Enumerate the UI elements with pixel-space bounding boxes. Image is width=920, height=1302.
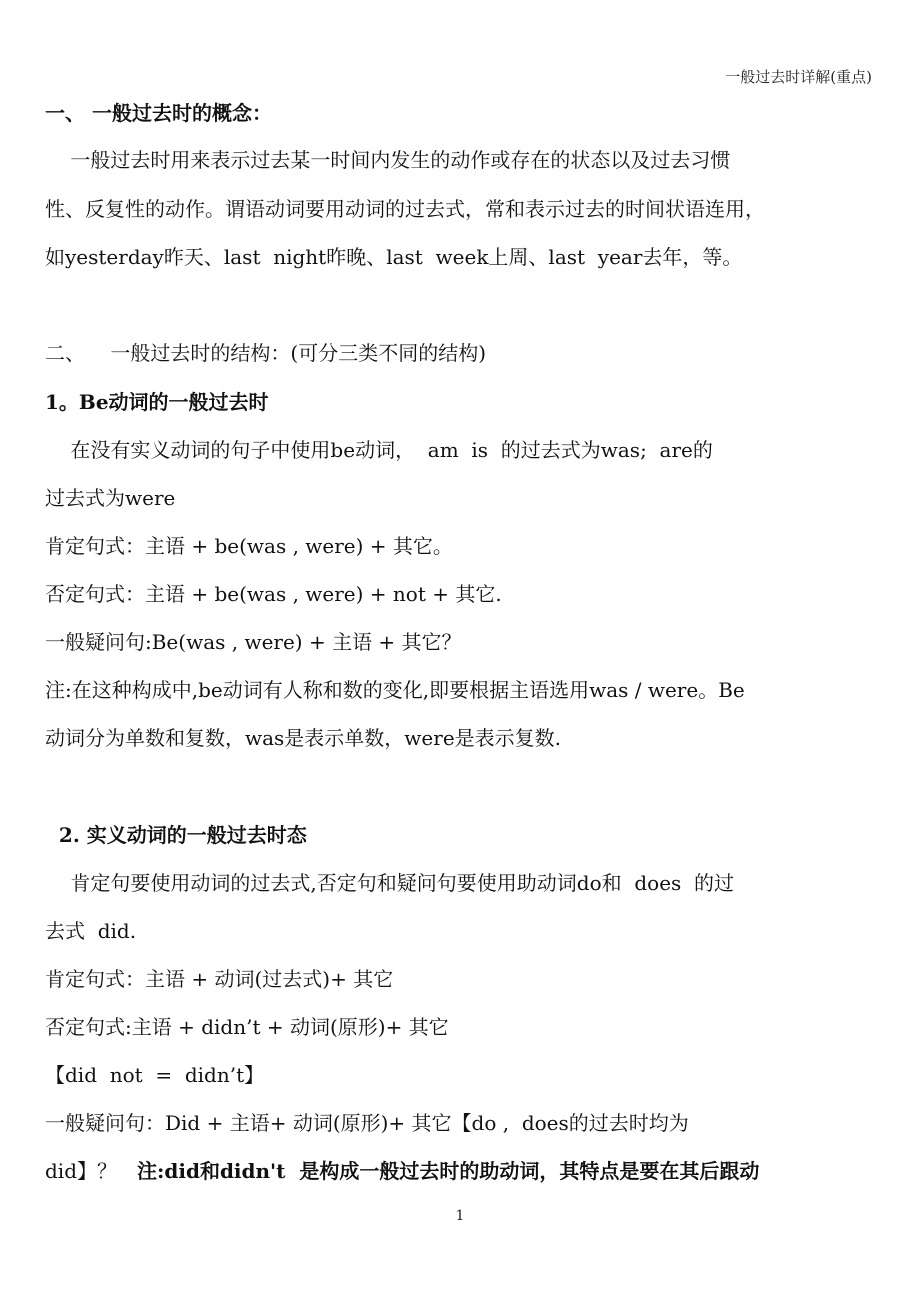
paragraph-line: 性、反复性的动作。谓语动词要用动词的过去式，常和表示过去的时间状语连用， [45, 197, 765, 221]
paragraph-line: 肯定句要使用动词的过去式,否定句和疑问句要使用助动词do和 does 的过 [45, 871, 735, 895]
paragraph-line: 如yesterday昨天、last night昨晚、last week上周、last year去年，等。 [45, 245, 743, 269]
page-number: 1 [455, 1208, 465, 1224]
negative-pattern: 否定句式：主语 + be(was , were) + not + 其它. [45, 582, 502, 606]
paragraph-line: 去式 did. [45, 919, 137, 943]
note-line: 注:在这种构成中,be动词有人称和数的变化,即要根据主语选用was / were。Be [45, 678, 745, 702]
heading-concept: 一、 一般过去时的概念： [45, 101, 272, 125]
question-pattern: 一般疑问句：Did + 主语+ 动词(原形)+ 其它【do , does的过去时均为 [45, 1111, 689, 1135]
question-pattern: 一般疑问句:Be(was , were) + 主语 + 其它？ [45, 630, 462, 654]
subheading-be-verb: 1。Be动词的一般过去时 [45, 390, 269, 414]
subheading-action-verb: 2. 实义动词的一般过去时态 [45, 823, 307, 847]
paragraph-line: did】？ [45, 1159, 118, 1183]
negative-pattern: 否定句式:主语 + didn’t + 动词(原形)+ 其它 [45, 1015, 449, 1039]
running-header: 一般过去时详解(重点) [725, 68, 872, 86]
contraction-note: 【did not = didn’t】 [45, 1063, 265, 1087]
paragraph-line: 一般过去时用来表示过去某一时间内发生的动作或存在的状态以及过去习惯 [45, 148, 731, 172]
heading-structure: 二、 一般过去时的结构：(可分三类不同的结构) [45, 341, 487, 365]
note-bold-line: 注:did和didn't 是构成一般过去时的助动词，其特点是要在其后跟动 [137, 1159, 760, 1183]
note-line: 动词分为单数和复数，was是表示单数，were是表示复数. [45, 726, 562, 750]
paragraph-line: 在没有实义动词的句子中使用be动词， am is 的过去式为was; are的 [45, 438, 713, 462]
affirmative-pattern: 肯定句式：主语 + be(was , were) + 其它。 [45, 534, 453, 558]
affirmative-pattern: 肯定句式：主语 + 动词(过去式)+ 其它 [45, 967, 394, 991]
paragraph-line: 过去式为were [45, 486, 176, 510]
